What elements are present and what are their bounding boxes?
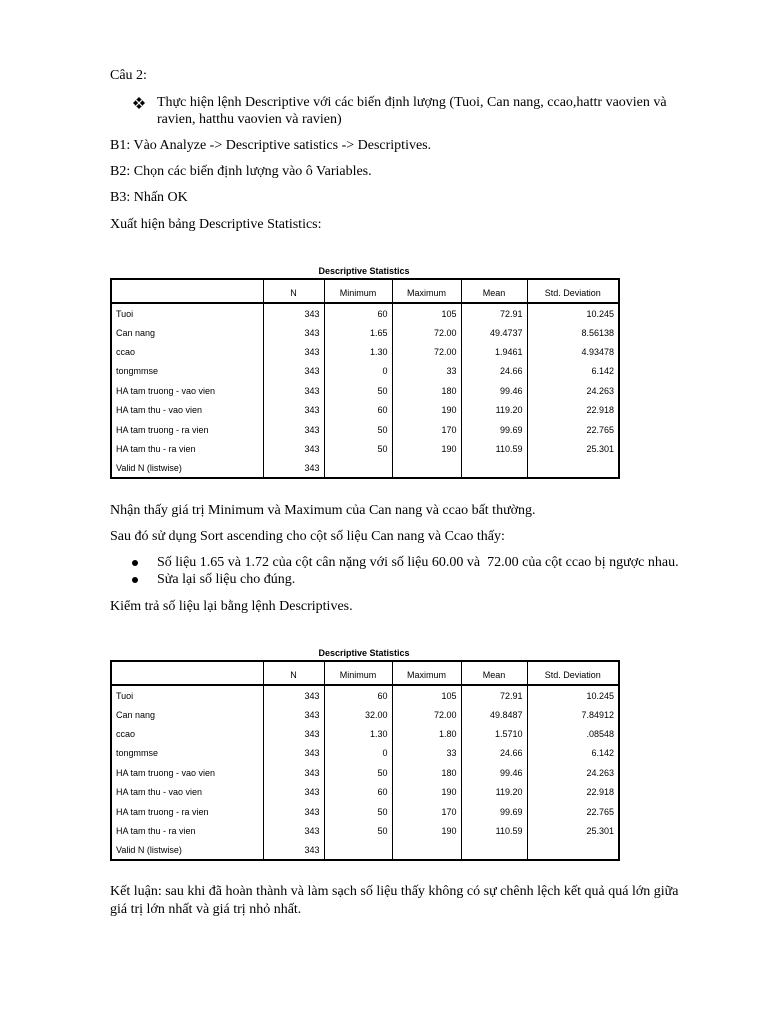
table-row bbox=[111, 419, 619, 438]
table-body bbox=[111, 303, 619, 478]
table-cell: 10.245 bbox=[527, 303, 619, 322]
table-cell: 343 bbox=[263, 685, 324, 704]
table-cell: 8.56138 bbox=[527, 322, 619, 341]
row-label: HA tam truong - vao vien bbox=[116, 767, 216, 778]
table-cell: 24.66 bbox=[461, 743, 527, 762]
table-cell: 60 bbox=[324, 782, 392, 801]
table-cell: 343 bbox=[263, 821, 324, 840]
column-header: Std. Deviation bbox=[527, 661, 619, 685]
table-cell: 50 bbox=[324, 381, 392, 400]
table-cell: 72.91 bbox=[461, 303, 527, 322]
round-bullet-icon bbox=[132, 577, 138, 583]
table-row bbox=[111, 458, 619, 477]
column-header: N bbox=[263, 661, 324, 685]
table-cell: 50 bbox=[324, 801, 392, 820]
observation-text: Nhận thấy giá trị Minimum và Maximum của Can nang và ccao bất thường. bbox=[110, 503, 536, 518]
table-cell: 72.00 bbox=[392, 342, 461, 361]
question-label: Câu 2: bbox=[110, 68, 147, 83]
empty-cell bbox=[527, 458, 619, 477]
intro-bullet-text: Thực hiện lệnh Descriptive với các biến định lượng (Tuoi, Can nang, ccao,hattr vaovien và ravien, hatthu vaovien và ravien) bbox=[157, 95, 667, 127]
table-cell: 24.263 bbox=[527, 763, 619, 782]
row-label: Valid N (listwise) bbox=[116, 844, 182, 855]
table-cell: 1.9461 bbox=[461, 342, 527, 361]
table-cell: 99.46 bbox=[461, 763, 527, 782]
table-cell: 25.301 bbox=[527, 439, 619, 458]
empty-cell bbox=[392, 458, 461, 477]
table-cell: 343 bbox=[263, 782, 324, 801]
table-cell: 22.918 bbox=[527, 400, 619, 419]
table-cell: 110.59 bbox=[461, 821, 527, 840]
row-label: HA tam thu - vao vien bbox=[116, 405, 203, 416]
diamond-bullet-icon bbox=[133, 97, 145, 109]
table-cell: 343 bbox=[263, 439, 324, 458]
table-cell: 343 bbox=[263, 763, 324, 782]
table-cell: 343 bbox=[263, 704, 324, 723]
empty-cell bbox=[461, 458, 527, 477]
header-row bbox=[111, 661, 619, 685]
table-row bbox=[111, 439, 619, 458]
column-header: Minimum bbox=[324, 661, 392, 685]
table-cell: 119.20 bbox=[461, 782, 527, 801]
table-row bbox=[111, 821, 619, 840]
row-label: tongmmse bbox=[116, 748, 159, 759]
table-cell: 343 bbox=[263, 743, 324, 762]
table-cell: 7.84912 bbox=[527, 704, 619, 723]
column-header: Maximum bbox=[392, 661, 461, 685]
table-cell: 190 bbox=[392, 821, 461, 840]
table-cell: 50 bbox=[324, 821, 392, 840]
table-cell: 105 bbox=[392, 303, 461, 322]
recheck-text: Kiểm trả số liệu lại bằng lệnh Descriptives. bbox=[110, 599, 353, 614]
table-cell: 110.59 bbox=[461, 439, 527, 458]
table-cell: 1.80 bbox=[392, 724, 461, 743]
table-cell: 343 bbox=[263, 458, 324, 477]
table-cell: .08548 bbox=[527, 724, 619, 743]
finding-item: Sửa lại số liệu cho đúng. bbox=[157, 572, 296, 587]
round-bullet-icon bbox=[132, 560, 138, 566]
empty-cell bbox=[324, 458, 392, 477]
table-row bbox=[111, 361, 619, 380]
column-header: N bbox=[263, 279, 324, 303]
empty-cell bbox=[461, 840, 527, 859]
table-cell: 99.46 bbox=[461, 381, 527, 400]
table-cell: 0 bbox=[324, 361, 392, 380]
table-cell: 24.263 bbox=[527, 381, 619, 400]
table-cell: 6.142 bbox=[527, 743, 619, 762]
table-cell: 33 bbox=[392, 361, 461, 380]
table-cell: 343 bbox=[263, 419, 324, 438]
empty-cell bbox=[324, 840, 392, 859]
descriptive-stats-table-before bbox=[110, 278, 620, 479]
row-label: ccao bbox=[116, 728, 136, 739]
table-cell: 72.91 bbox=[461, 685, 527, 704]
table-cell: 72.00 bbox=[392, 704, 461, 723]
table-cell: 49.4737 bbox=[461, 322, 527, 341]
table-cell: 190 bbox=[392, 400, 461, 419]
table-cell: 170 bbox=[392, 801, 461, 820]
row-label: Tuoi bbox=[116, 308, 134, 319]
descriptive-stats-table-after bbox=[110, 660, 620, 861]
table-cell: 180 bbox=[392, 763, 461, 782]
table-cell: 343 bbox=[263, 303, 324, 322]
header-corner bbox=[111, 661, 263, 685]
table-cell: 72.00 bbox=[392, 322, 461, 341]
table-row bbox=[111, 400, 619, 419]
table-cell: 343 bbox=[263, 381, 324, 400]
row-label: HA tam truong - vao vien bbox=[116, 385, 216, 396]
table-row bbox=[111, 763, 619, 782]
row-label: Can nang bbox=[116, 327, 156, 338]
table-cell: 22.918 bbox=[527, 782, 619, 801]
step-1: B1: Vào Analyze -> Descriptive satistics -> Descriptives. bbox=[110, 138, 432, 153]
table-row bbox=[111, 303, 619, 322]
table-row bbox=[111, 743, 619, 762]
row-label: HA tam truong - ra vien bbox=[116, 806, 209, 817]
table-cell: 99.69 bbox=[461, 801, 527, 820]
table-cell: 0 bbox=[324, 743, 392, 762]
row-label: HA tam thu - ra vien bbox=[116, 443, 196, 454]
result-intro: Xuất hiện bảng Descriptive Statistics: bbox=[110, 217, 322, 232]
table-cell: 6.142 bbox=[527, 361, 619, 380]
table-header bbox=[111, 279, 619, 303]
table-row bbox=[111, 782, 619, 801]
table-cell: 180 bbox=[392, 381, 461, 400]
column-header: Maximum bbox=[392, 279, 461, 303]
table-row bbox=[111, 704, 619, 723]
table-row bbox=[111, 801, 619, 820]
table-title: Descriptive Statistics bbox=[318, 266, 410, 276]
conclusion-text: Kết luận: sau khi đã hoàn thành và làm sạch số liệu thấy không có sự chênh lệch kết quả quá lớn giữa giá trị lớn nhất và giá trị nhỏ nhất. bbox=[110, 884, 679, 917]
header-corner bbox=[111, 279, 263, 303]
row-label: ccao bbox=[116, 346, 136, 357]
table-row bbox=[111, 322, 619, 341]
row-label: HA tam truong - ra vien bbox=[116, 424, 209, 435]
row-label: HA tam thu - vao vien bbox=[116, 787, 203, 798]
table-cell: 4.93478 bbox=[527, 342, 619, 361]
table-row bbox=[111, 685, 619, 704]
table-cell: 60 bbox=[324, 685, 392, 704]
table-row bbox=[111, 724, 619, 743]
table-row bbox=[111, 381, 619, 400]
table-cell: 1.5710 bbox=[461, 724, 527, 743]
table-cell: 190 bbox=[392, 782, 461, 801]
table-row bbox=[111, 840, 619, 859]
table-cell: 25.301 bbox=[527, 821, 619, 840]
table-cell: 343 bbox=[263, 361, 324, 380]
table-cell: 343 bbox=[263, 801, 324, 820]
table-title: Descriptive Statistics bbox=[318, 648, 410, 658]
row-label: Can nang bbox=[116, 709, 156, 720]
empty-cell bbox=[527, 840, 619, 859]
table-cell: 50 bbox=[324, 439, 392, 458]
table-cell: 343 bbox=[263, 724, 324, 743]
table-cell: 60 bbox=[324, 303, 392, 322]
column-header: Mean bbox=[461, 661, 527, 685]
table-body bbox=[111, 685, 619, 860]
table-cell: 1.30 bbox=[324, 342, 392, 361]
column-header: Std. Deviation bbox=[527, 279, 619, 303]
column-header: Minimum bbox=[324, 279, 392, 303]
table-row bbox=[111, 342, 619, 361]
row-label: HA tam thu - ra vien bbox=[116, 825, 196, 836]
table-cell: 190 bbox=[392, 439, 461, 458]
step-3: B3: Nhấn OK bbox=[110, 190, 188, 205]
table-cell: 1.65 bbox=[324, 322, 392, 341]
sort-intro-text: Sau đó sử dụng Sort ascending cho cột số liệu Can nang và Ccao thấy: bbox=[110, 529, 505, 544]
step-2: B2: Chọn các biến định lượng vào ô Variables. bbox=[110, 164, 372, 179]
table-cell: 50 bbox=[324, 419, 392, 438]
finding-item: Số liệu 1.65 và 1.72 của cột cân nặng với số liệu 60.00 và 72.00 của cột ccao bị ngược nhau. bbox=[157, 555, 679, 570]
table-cell: 99.69 bbox=[461, 419, 527, 438]
table-cell: 343 bbox=[263, 342, 324, 361]
table-cell: 10.245 bbox=[527, 685, 619, 704]
table-cell: 33 bbox=[392, 743, 461, 762]
table-cell: 119.20 bbox=[461, 400, 527, 419]
table-cell: 22.765 bbox=[527, 801, 619, 820]
row-label: tongmmse bbox=[116, 366, 159, 377]
table-cell: 49.8487 bbox=[461, 704, 527, 723]
row-label: Valid N (listwise) bbox=[116, 462, 182, 473]
header-row bbox=[111, 279, 619, 303]
table-cell: 60 bbox=[324, 400, 392, 419]
table-cell: 343 bbox=[263, 840, 324, 859]
table-cell: 105 bbox=[392, 685, 461, 704]
table-cell: 32.00 bbox=[324, 704, 392, 723]
empty-cell bbox=[392, 840, 461, 859]
row-label: Tuoi bbox=[116, 690, 134, 701]
table-cell: 22.765 bbox=[527, 419, 619, 438]
table-cell: 343 bbox=[263, 322, 324, 341]
table-cell: 1.30 bbox=[324, 724, 392, 743]
table-cell: 50 bbox=[324, 763, 392, 782]
table-cell: 343 bbox=[263, 400, 324, 419]
table-header bbox=[111, 661, 619, 685]
table-cell: 24.66 bbox=[461, 361, 527, 380]
table-cell: 170 bbox=[392, 419, 461, 438]
column-header: Mean bbox=[461, 279, 527, 303]
